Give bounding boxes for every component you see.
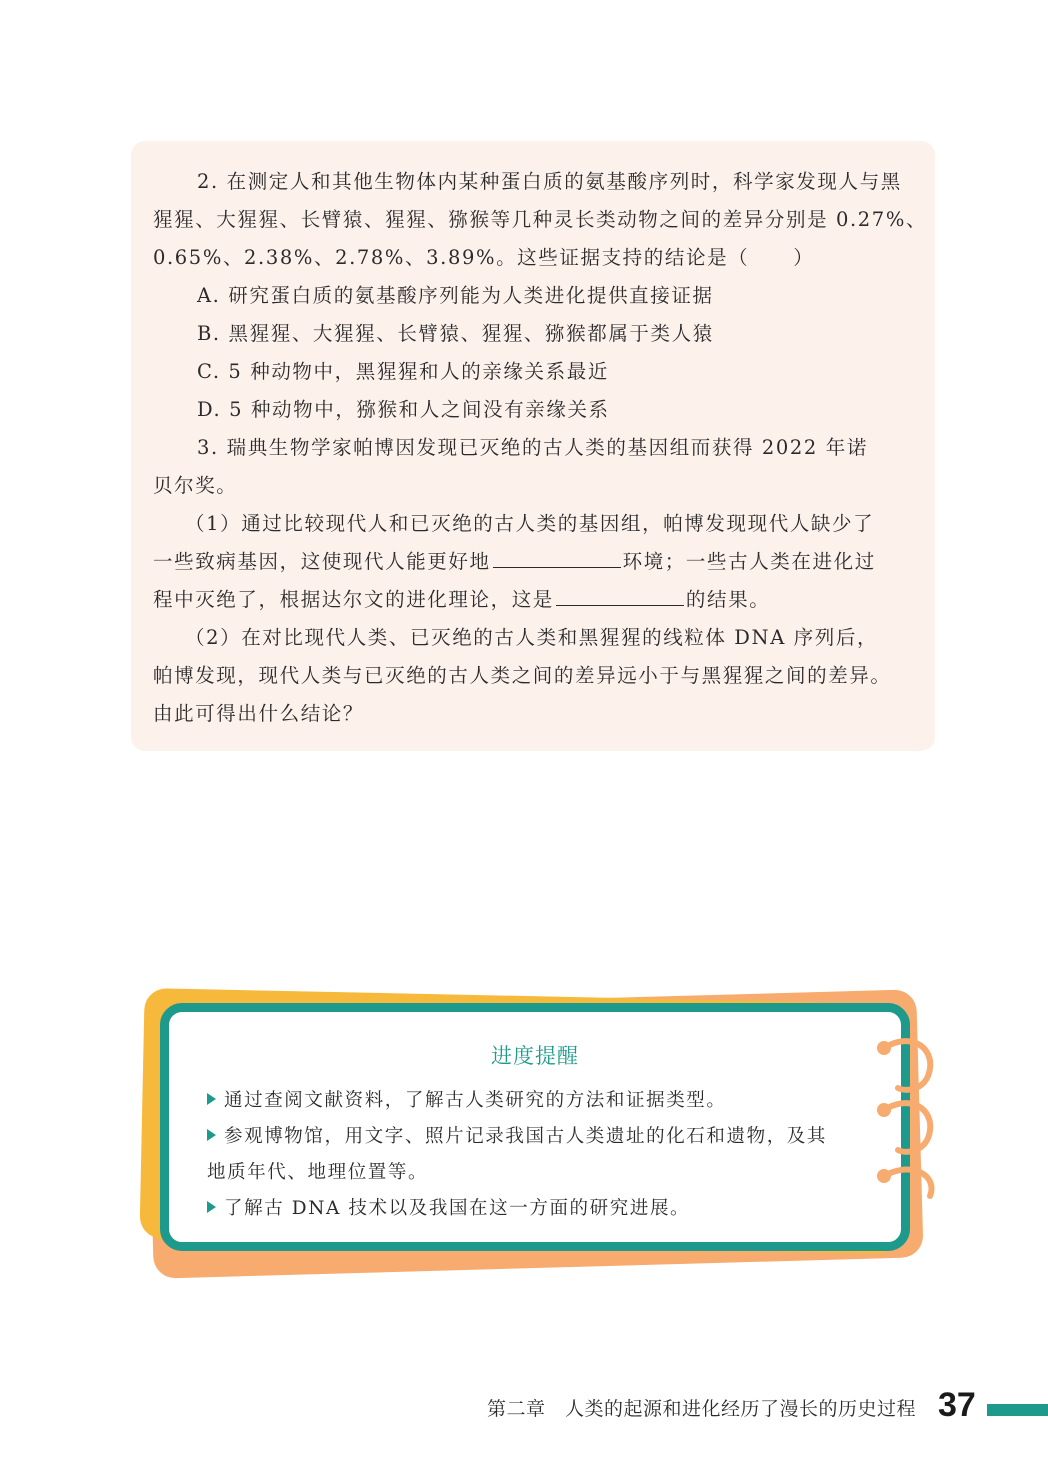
sub-1-text-c: 程中灭绝了，根据达尔文的进化理论，这是 <box>153 588 554 611</box>
question-2-line-3 <box>153 239 913 277</box>
triangle-right-icon <box>207 1201 216 1213</box>
progress-item-3 <box>207 1191 887 1227</box>
question-2-line-2: 猩猩、大猩猩、长臂猿、猩猩、猕猴等几种灵长类动物之间的差异分别是 0.27%、 <box>153 208 928 231</box>
question-3-sub-1-line-1: （1）通过比较现代人和已灭绝的古人类的基因组，帕博发现现代人缺少了 <box>185 512 875 535</box>
progress-reminder-title: 进度提醒 <box>491 1044 579 1068</box>
footer-accent-bar <box>987 1404 1048 1416</box>
question-3-sub-1-line-2 <box>153 543 913 581</box>
sub-1-text-a: 一些致病基因，这使现代人能更好地 <box>153 550 491 573</box>
progress-reminder-card <box>160 1003 910 1251</box>
question-3-sub-2-line-2: 帕博发现，现代人类与已灭绝的古人类之间的差异远小于与黑猩猩之间的差异。 <box>153 664 892 687</box>
progress-reminder-list <box>207 1083 887 1227</box>
question-2-stem-end: 0.65%、2.38%、2.78%、3.89%。这些证据支持的结论是（ <box>153 246 750 269</box>
progress-item-2-text: 参观博物馆，用文字、照片记录我国古人类遗址的化石和遗物，及其 <box>224 1126 828 1147</box>
triangle-right-icon <box>207 1093 216 1105</box>
question-3-sub-1-line-3 <box>153 581 913 619</box>
option-a: A. 研究蛋白质的氨基酸序列能为人类进化提供直接证据 <box>197 284 714 307</box>
fill-blank-1 <box>493 545 621 568</box>
progress-item-1-text: 通过查阅文献资料，了解古人类研究的方法和证据类型。 <box>224 1090 727 1111</box>
option-b: B. 黑猩猩、大猩猩、长臂猿、猩猩、猕猴都属于类人猿 <box>197 322 714 345</box>
sub-1-text-b: 环境；一些古人类在进化过 <box>622 550 876 573</box>
option-d: D. 5 种动物中，猕猴和人之间没有亲缘关系 <box>197 398 610 421</box>
sub-1-text-d: 的结果。 <box>685 588 771 611</box>
chapter-title: 第二章 人类的起源和进化经历了漫长的历史过程 <box>486 1398 916 1420</box>
binder-rings-icon <box>868 1030 948 1200</box>
question-2-paren-close: ） <box>793 246 815 269</box>
question-2-line-1: 2. 在测定人和其他生物体内某种蛋白质的氨基酸序列时，科学家发现人与黑 <box>197 170 902 193</box>
progress-item-2 <box>207 1119 887 1155</box>
progress-item-2-cont: 地质年代、地理位置等。 <box>207 1162 429 1183</box>
question-3-sub-2-line-1: （2）在对比现代人类、已灭绝的古人类和黑猩猩的线粒体 DNA 序列后， <box>185 626 879 649</box>
progress-item-1 <box>207 1083 887 1119</box>
progress-item-3-text: 了解古 DNA 技术以及我国在这一方面的研究进展。 <box>224 1198 691 1219</box>
option-c: C. 5 种动物中，黑猩猩和人的亲缘关系最近 <box>197 360 609 383</box>
question-3-line-2: 贝尔奖。 <box>153 474 238 497</box>
question-3-line-1: 3. 瑞典生物学家帕博因发现已灭绝的古人类的基因组而获得 2022 年诺 <box>197 436 868 459</box>
fill-blank-2 <box>556 583 684 606</box>
question-3-sub-2-line-3: 由此可得出什么结论？ <box>153 702 365 725</box>
triangle-right-icon <box>207 1129 216 1141</box>
page-number: 37 <box>938 1386 976 1424</box>
exercise-box <box>131 141 935 751</box>
